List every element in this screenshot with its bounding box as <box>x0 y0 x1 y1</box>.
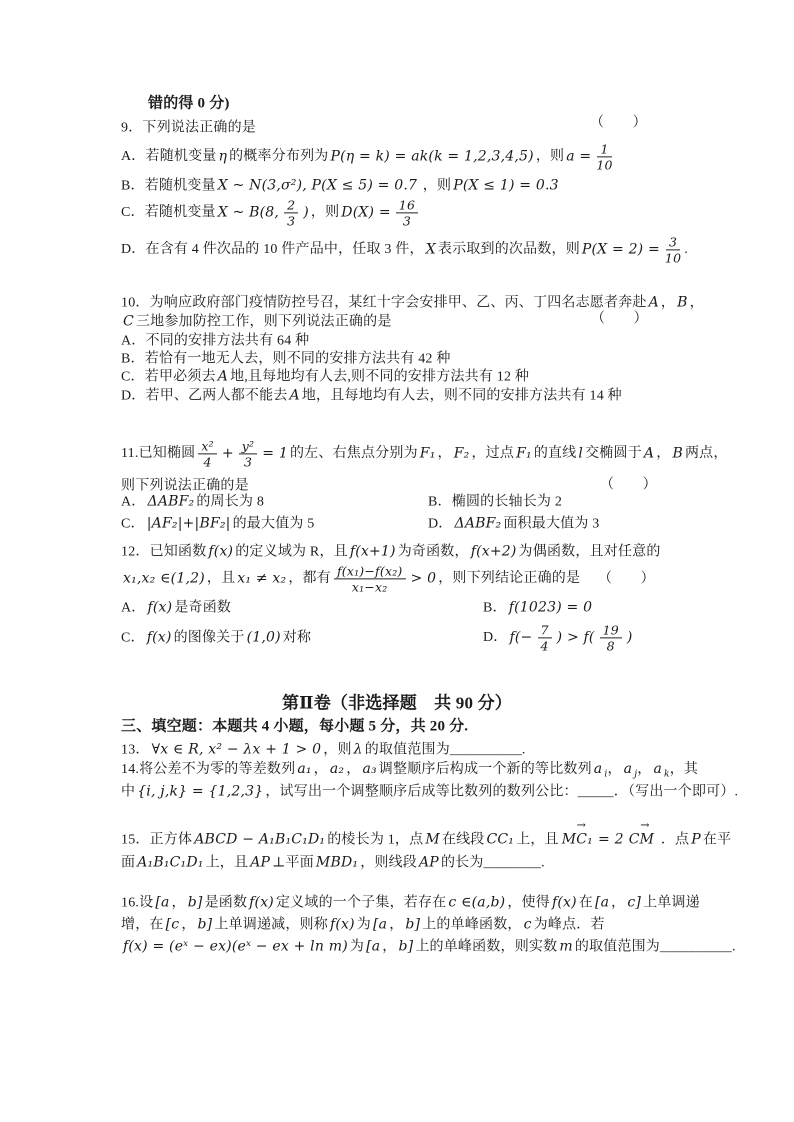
q11-option-a: A． ΔABF₂ 的周长为 8 <box>121 493 265 510</box>
q10-option-c: C．若甲必须去 A 地,且每地均有人去,则不同的安排方法共有 12 种 <box>121 368 530 385</box>
q10-option-d: D．若甲、乙两人都不能去 A 地，且每地均有人去，则不同的安排方法共有 14 种 <box>121 387 622 404</box>
math-run: f(x) <box>249 894 274 911</box>
q14-line2: 中 {i, j,k} = {1,2,3} ，试写出一个调整顺序后成等比数列的数列公比：_____．（写出一个即可）. <box>121 783 739 800</box>
q9-option-a: A．若随机变量 η 的概率分布列为 P(η = k) = ak(k = 1,2,3,4,5) ，则 a = $\frac{1}{10}$ <box>121 141 613 173</box>
q9-option-d: D．在含有 4 件次品的 10 件产品中，任取 3 件， X 表示取到的次品数，则 P(X = 2) = $\frac{3}{10}$ . <box>121 234 688 266</box>
math-run: m <box>559 938 573 955</box>
math-run: b] <box>197 916 213 933</box>
math-run: C <box>123 313 134 330</box>
math-run: f(− <box>509 629 533 646</box>
fraction: $\frac{\text{x²}}{4}$ <box>198 439 216 468</box>
math-run: A <box>289 387 300 404</box>
math-run: ∀x ∈ R, x² − λx + 1 > 0 <box>151 741 322 758</box>
math-run: [a <box>594 894 610 911</box>
math-run: CC₁ <box>486 831 515 848</box>
vector-notation: → MC₁ <box>561 818 593 848</box>
q10-stem-line1: 10．为响应政府部门疫情防控号召，某红十字会安排甲、乙、丙、丁四名志愿者奔赴 A ， B ， <box>121 294 704 311</box>
math-run: [a <box>155 894 170 911</box>
q11-option-c: C． |AF₂|+|BF₂| 的最大值为 5 <box>121 515 315 532</box>
q11-stem-line2: 则下列说法正确的是 <box>121 478 249 494</box>
q10-stem-line2: C 三地参加防控工作，则下列说法正确的是 <box>123 313 392 330</box>
q12-stem-line2: x₁,x₂ ∈(1,2) ，且 x₁ ≠ x₂ ，都有 $\frac{\text{f(x₁)−f(x₂)}}{\text{x₁−x₂}}$ > 0 ，则下列结论正确的是 <box>123 563 581 595</box>
math-run: x₁ ≠ x₂ <box>237 570 287 587</box>
math-run: X <box>425 241 436 258</box>
q11-answer-paren: （ ） <box>600 477 657 493</box>
math-run: X ~ N(3,σ²), P(X ≤ 5) = 0.7 <box>217 177 418 194</box>
vector-arrow-icon: → <box>576 818 585 832</box>
math-run: B <box>677 294 688 311</box>
q12-option-a: A． f(x) 是奇函数 <box>121 599 232 616</box>
q13-line: 13． ∀x ∈ R, x² − λx + 1 > 0 ，则 λ 的取值范围为__________. <box>121 741 526 758</box>
q9-stem: 9．下列说法正确的是 <box>121 120 256 136</box>
math-run: f(x) <box>147 599 173 616</box>
math-run: f(x) = (eˣ − ex)(eˣ − ex + ln m) <box>123 938 348 955</box>
math-run: f(x) <box>551 894 577 911</box>
fraction: $\frac{1}{10}$ <box>596 141 613 173</box>
math-run: D(X) = <box>341 204 391 221</box>
math-run: ABCD − A₁B₁C₁D₁ <box>194 831 326 848</box>
math-run: ΔABF₂ <box>454 515 502 532</box>
q14-line1: 14.将公差不为零的等差数列 a₁ ， a₂ ， a₃ 调整顺序后构成一个新的等比数列 a $_i$， a $_j$， a $_k$，其 <box>121 760 699 780</box>
q15-line1: 15．正方体 ABCD − A₁B₁C₁D₁ 的棱长为 1，点 M 在线段 CC₁ 上，且 → MC₁ = 2 → CM ．点 P 在平 <box>121 818 732 848</box>
fraction: $\frac{\text{f(x₁)−f(x₂)}}{\text{x₁−x₂}}$ <box>334 564 406 593</box>
q10-answer-paren: （ ） <box>591 311 648 327</box>
math-run: [c <box>165 916 180 933</box>
math-run: A <box>217 368 229 385</box>
vector-arrow-icon: → <box>640 818 649 832</box>
math-run: a₁ <box>297 760 312 777</box>
math-run: ) <box>303 204 309 221</box>
fraction: $\frac{\text{y²}}{3}$ <box>239 439 257 468</box>
math-run: f(x) <box>329 916 355 933</box>
math-run: A <box>648 294 659 311</box>
math-run: P <box>691 831 701 848</box>
math-run: ) > f( <box>556 629 595 646</box>
math-run: P(X = 2) = <box>581 241 660 258</box>
math-run: {i, j,k} = {1,2,3} <box>137 783 264 800</box>
math-run: l <box>578 445 584 462</box>
q9-answer-paren: （ ） <box>590 115 647 131</box>
math-run: a₃ <box>362 760 377 777</box>
math-run: a = <box>566 148 592 165</box>
math-run: P(X ≤ 1) = 0.3 <box>453 177 559 194</box>
math-run: [a <box>372 916 388 933</box>
part2-header: 第Ⅱ卷（非选择题 共 90 分） <box>281 693 513 713</box>
vector-notation: → CM <box>628 818 655 848</box>
fraction: $\frac{19}{8}$ <box>600 623 622 652</box>
q11-option-b: B．椭圆的长轴长为 2 <box>428 494 563 510</box>
math-run: (1,0) <box>246 629 281 646</box>
math-run: [a <box>366 938 381 955</box>
math-run: η <box>218 148 228 165</box>
math-run: a <box>653 760 662 777</box>
math-run: > 0 <box>410 570 437 587</box>
math-run: AP <box>419 854 439 871</box>
math-run: ΔABF₂ <box>147 493 195 510</box>
math-run: A <box>643 445 655 462</box>
math-run: P(η = k) = ak(k = 1,2,3,4,5) <box>330 148 534 165</box>
math-run: + <box>221 445 234 462</box>
section-fill-in-head: 三、填空题：本题共 4 小题，每小题 5 分，共 20 分. <box>121 718 469 735</box>
q12-option-b: B． f(1023) = 0 <box>483 599 593 616</box>
math-run: X ~ B(8, <box>217 204 280 221</box>
q12-stem-line1: 12．已知函数 f(x) 的定义域为 R，且 f(x+1) 为奇函数， f(x+2) 为偶函数，且对任意的 <box>121 543 661 560</box>
q12-option-d: D． f(− $\frac{7}{4}$ ) > f( $\frac{19}{8}$ ) <box>483 622 633 654</box>
q9-option-b: B．若随机变量 X ~ N(3,σ²), P(X ≤ 5) = 0.7 ，则 P(X ≤ 1) = 0.3 <box>121 177 559 194</box>
math-run: f(x+1) <box>349 543 396 560</box>
q12-answer-paren: （ ） <box>598 571 655 587</box>
math-run: = 1 <box>262 445 288 462</box>
math-run: λ <box>353 741 363 758</box>
math-run: F₁ <box>419 445 436 462</box>
math-run: a <box>593 760 603 777</box>
math-run: F₂ <box>453 445 470 462</box>
math-run: b] <box>405 916 421 933</box>
math-run: b] <box>187 894 203 911</box>
math-run: c ∈(a,b) <box>448 894 506 911</box>
q11-option-d: D． ΔABF₂ 面积最大值为 3 <box>428 515 600 532</box>
fraction: $\frac{3}{10}$ <box>664 234 682 266</box>
math-run: f(x) <box>146 629 172 646</box>
fraction: $\frac{16}{3}$ <box>396 198 418 227</box>
intro-tail-line: 错的得 0 分) <box>148 95 230 112</box>
math-run: f(x+2) <box>470 543 517 560</box>
math-run: f(x) <box>208 543 234 560</box>
q9-option-c: C．若随机变量 X ~ B(8, $\frac{2}{3}$ ) ，则 D(X) = $\frac{16}{3}$ <box>121 198 421 227</box>
math-run: c <box>523 916 532 933</box>
math-run: b] <box>398 938 414 955</box>
q10-option-a: A．不同的安排方法共有 64 种 <box>121 333 310 349</box>
math-run: A₁B₁C₁D₁ <box>137 854 204 871</box>
math-run: AP <box>250 854 271 871</box>
q15-line2: 面 A₁B₁C₁D₁ 上，且 AP ⊥平面 MBD₁ ，则线段 AP 的长为________. <box>121 854 545 871</box>
math-run: F₁ <box>516 445 532 462</box>
math-run: a₂ <box>329 760 345 777</box>
math-run: ) <box>626 629 633 646</box>
math-run: M <box>425 831 440 848</box>
fraction: $\frac{7}{4}$ <box>538 623 552 652</box>
math-run: = 2 <box>598 831 624 848</box>
q16-line3: f(x) = (eˣ − ex)(eˣ − ex + ln m) 为 [a ， b] 上的单峰函数，则实数 m 的取值范围为__________. <box>123 938 736 955</box>
q16-line1: 16.设 [a ， b] 是函数 f(x) 定义域的一个子集，若存在 c ∈(a,b) ，使得 f(x) 在 [a ， c] 上单调递 <box>121 894 700 911</box>
math-run: a <box>623 760 633 777</box>
math-run: |AF₂|+|BF₂| <box>146 515 231 532</box>
math-run: f(1023) = 0 <box>508 599 593 616</box>
q12-option-c: C． f(x) 的图像关于 (1,0) 对称 <box>121 629 312 646</box>
math-run: B <box>672 445 683 462</box>
q10-option-b: B．若恰有一地无人去，则不同的安排方法共有 42 种 <box>121 351 451 367</box>
fraction: $\frac{2}{3}$ <box>284 198 298 227</box>
q11-stem-line1: 11.已知椭圆 $\frac{\text{x²}}{4}$ + $\frac{\text{y²}}{3}$ = 1 的左、右焦点分别为 F₁ ， F₂ ，过点 F₁ 的直线 l 交椭圆于 A ， B 两点， <box>121 438 728 470</box>
math-run: x₁,x₂ ∈(1,2) <box>123 570 205 587</box>
q16-line2: 增，在 [c ， b] 上单调递减，则称 f(x) 为 [a ， b] 上的单峰函数， c 为峰点．若 <box>121 916 605 933</box>
math-run: MBD₁ <box>315 854 359 871</box>
math-run: c] <box>627 894 642 911</box>
